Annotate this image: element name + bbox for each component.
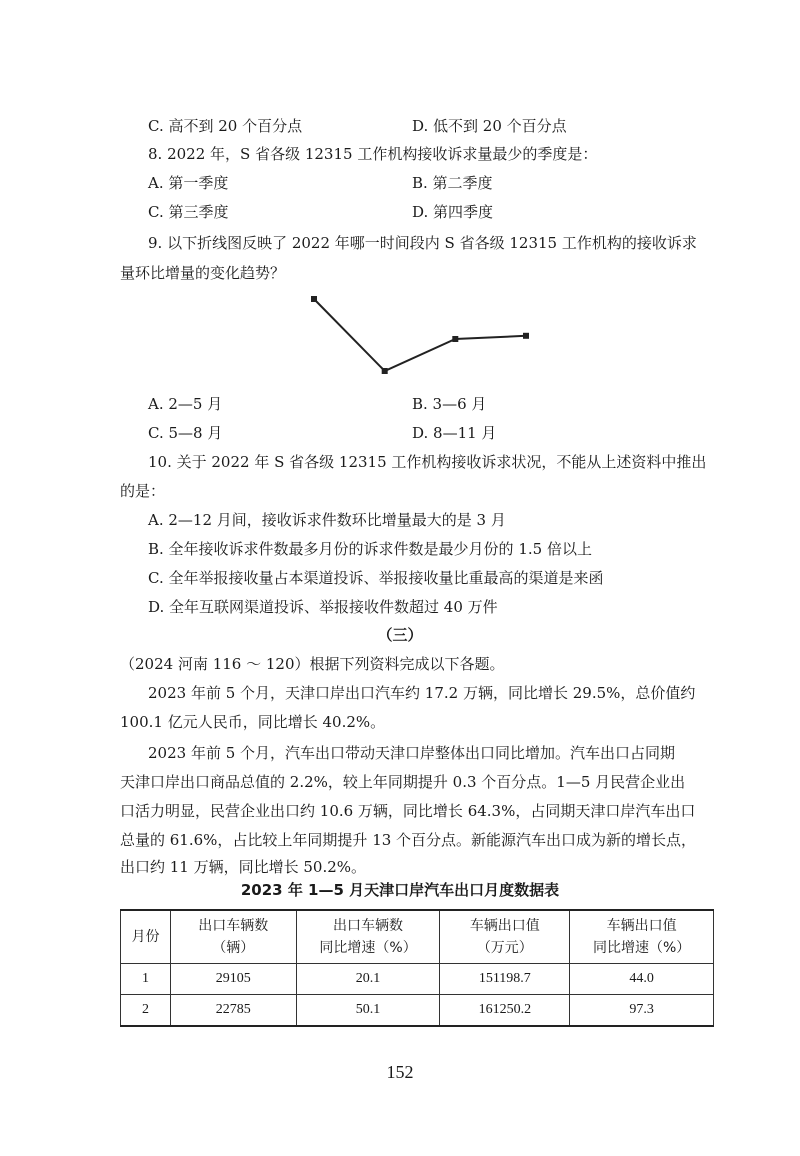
table-cell: 50.1 <box>296 995 440 1027</box>
q9-option-b[interactable]: B. 3—6 月 <box>412 395 487 413</box>
header-export-value: 车辆出口值 （万元） <box>440 910 570 964</box>
table-row <box>121 995 714 1027</box>
q10-option-d[interactable]: D. 全年互联网渠道投诉、举报接收件数超过 40 万件 <box>148 598 498 616</box>
q8-option-d[interactable]: D. 第四季度 <box>412 203 494 221</box>
header-export-count-growth: 出口车辆数 同比增速（%） <box>296 910 440 964</box>
table-cell: 2 <box>121 995 171 1027</box>
chart-point-3 <box>452 336 458 342</box>
chart-point-4 <box>523 333 529 339</box>
passage-p1-line-1: 2023 年前 5 个月，天津口岸出口汽车约 17.2 万辆，同比增长 29.5%，总价值约 <box>148 684 696 702</box>
q8-stem: 8. 2022 年，S 省各级 12315 工作机构接收诉求量最少的季度是： <box>148 145 598 163</box>
q7-option-c[interactable]: C. 高不到 20 个百分点 <box>148 117 303 135</box>
q10-option-c[interactable]: C. 全年举报接收量占本渠道投诉、举报接收量比重最高的渠道是来函 <box>148 569 604 587</box>
table-cell: 97.3 <box>570 995 714 1027</box>
q8-option-a[interactable]: A. 第一季度 <box>148 174 229 192</box>
table-header-row <box>121 910 714 964</box>
section-heading: （三） <box>377 626 423 644</box>
chart-point-1 <box>311 296 317 302</box>
passage-p2-line-5: 出口约 11 万辆，同比增长 50.2%。 <box>120 858 367 876</box>
chart-point-2 <box>382 368 388 374</box>
passage-p1-line-2: 100.1 亿元人民币，同比增长 40.2%。 <box>120 713 386 731</box>
passage-p2-line-4: 总量的 61.6%，占比较上年同期提升 13 个百分点。新能源汽车出口成为新的增长点， <box>120 831 697 849</box>
table-cell: 29105 <box>170 964 296 995</box>
q10-stem-line-2: 的是： <box>120 482 166 500</box>
passage-p2-line-2: 天津口岸出口商品总值的 2.2%，较上年同期提升 0.3 个百分点。1—5 月民营企业出 <box>120 773 686 791</box>
q10-option-a[interactable]: A. 2—12 月间，接收诉求件数环比增量最大的是 3 月 <box>148 511 506 529</box>
q8-option-b[interactable]: B. 第二季度 <box>412 174 493 192</box>
header-month: 月份 <box>121 910 171 964</box>
header-export-value-growth: 车辆出口值 同比增速（%） <box>570 910 714 964</box>
table-cell: 161250.2 <box>440 995 570 1027</box>
table-cell: 1 <box>121 964 171 995</box>
table-caption: 2023 年 1—5 月天津口岸汽车出口月度数据表 <box>240 881 560 899</box>
page-number: 152 <box>386 1062 414 1082</box>
table-row <box>121 964 714 995</box>
passage-p2-line-3: 口活力明显，民营企业出口约 10.6 万辆，同比增长 64.3%，占同期天津口岸汽车出口 <box>120 802 696 820</box>
q9-option-c[interactable]: C. 5—8 月 <box>148 424 223 442</box>
chart-points <box>311 296 529 374</box>
q9-option-d[interactable]: D. 8—11 月 <box>412 424 497 442</box>
table-cell: 44.0 <box>570 964 714 995</box>
chart-series-line <box>314 299 526 371</box>
q9-option-a[interactable]: A. 2—5 月 <box>148 395 223 413</box>
q9-line-chart <box>300 285 540 385</box>
table-cell: 20.1 <box>296 964 440 995</box>
export-data-table <box>120 909 714 1027</box>
q9-stem-line-1: 9. 以下折线图反映了 2022 年哪一时间段内 S 省各级 12315 工作机构的接收诉求 <box>148 234 697 252</box>
q9-stem-line-2: 量环比增量的变化趋势？ <box>120 264 286 282</box>
q10-option-b[interactable]: B. 全年接收诉求件数最多月份的诉求件数是最少月份的 1.5 倍以上 <box>148 540 592 558</box>
q10-stem-line-1: 10. 关于 2022 年 S 省各级 12315 工作机构接收诉求状况，不能从上述资料中推出 <box>148 453 707 471</box>
q8-option-c[interactable]: C. 第三季度 <box>148 203 229 221</box>
section-source-line: （2024 河南 116 ～ 120）根据下列资料完成以下各题。 <box>120 655 505 673</box>
table-cell: 22785 <box>170 995 296 1027</box>
q7-option-d[interactable]: D. 低不到 20 个百分点 <box>412 117 567 135</box>
passage-p2-line-1: 2023 年前 5 个月，汽车出口带动天津口岸整体出口同比增加。汽车出口占同期 <box>148 744 676 762</box>
table-cell: 151198.7 <box>440 964 570 995</box>
header-export-count: 出口车辆数 （辆） <box>170 910 296 964</box>
